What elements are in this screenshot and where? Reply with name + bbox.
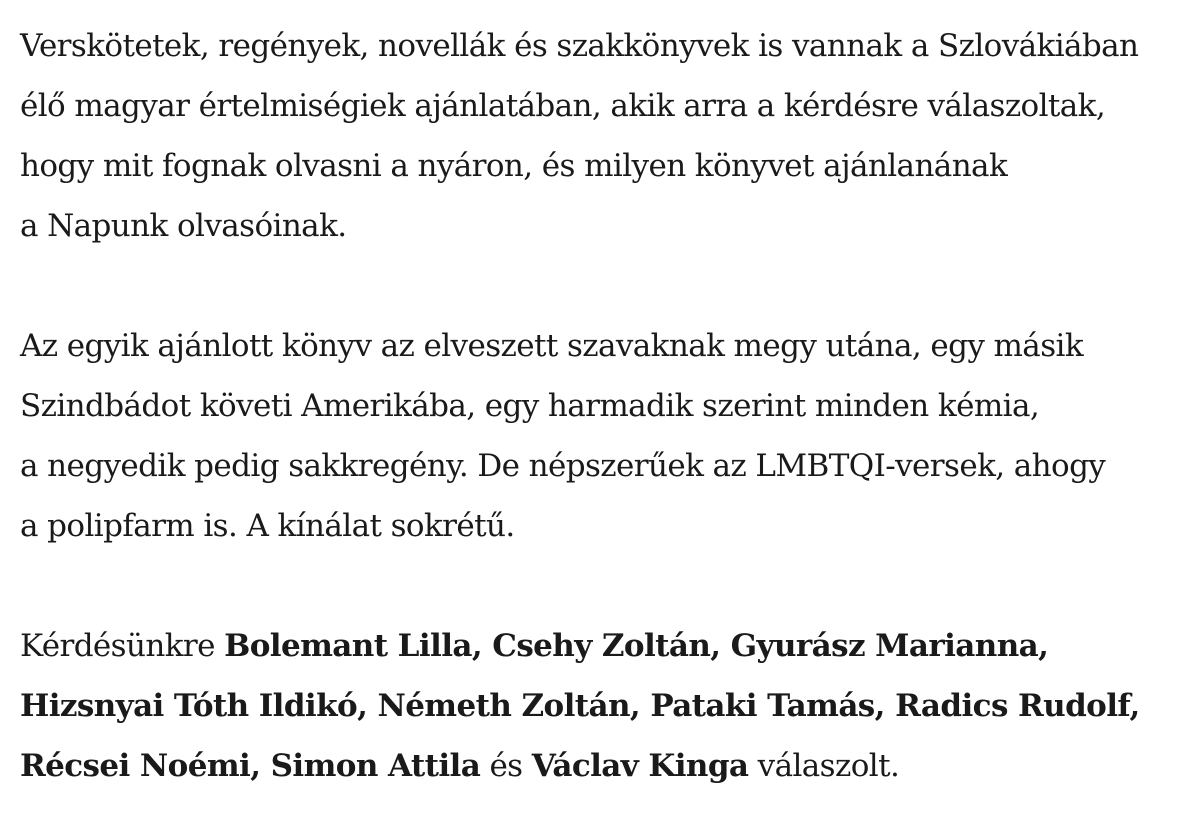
name-separator: ,	[471, 628, 493, 664]
respondent-name: Csehy Zoltán	[492, 628, 711, 664]
respondents-prefix: Kérdésünkre	[20, 628, 225, 664]
respondents-suffix: válaszolt.	[748, 748, 900, 784]
text-line: a negyedik pedig sakkregény. De népszerűek az LMBTQI-versek, ahogy	[20, 448, 1106, 484]
text-line: Verskötetek, regények, novellák és szakkönyvek is vannak a Szlovákiában	[20, 28, 1139, 64]
respondent-name: Récsei Noémi	[20, 748, 251, 784]
name-separator: ,	[629, 688, 651, 724]
respondents-conjunction: és	[480, 748, 532, 784]
name-separator: ,	[357, 688, 378, 724]
text-line: a polipfarm is. A kínálat sokrétű.	[20, 508, 515, 544]
name-separator: ,	[1038, 628, 1049, 664]
article-body	[20, 16, 1170, 796]
name-separator: ,	[1129, 688, 1140, 724]
respondent-name: Radics Rudolf	[895, 688, 1130, 724]
respondents-paragraph	[20, 616, 1170, 796]
name-separator: ,	[250, 748, 271, 784]
respondent-name: Németh Zoltán	[377, 688, 630, 724]
text-line: Az egyik ajánlott könyv az elveszett szavaknak megy utána, egy másik	[20, 328, 1084, 364]
text-line: Szindbádot követi Amerikába, egy harmadik szerint minden kémia,	[20, 388, 1040, 424]
text-line	[20, 736, 1170, 796]
respondent-name: Hizsnyai Tóth Ildikó	[20, 688, 358, 724]
second-paragraph	[20, 316, 1170, 556]
respondent-name: Pataki Tamás	[650, 688, 875, 724]
respondent-name: Simon Attila	[270, 748, 481, 784]
name-separator: ,	[710, 628, 731, 664]
text-line: élő magyar értelmiségiek ajánlatában, akik arra a kérdésre válaszoltak,	[20, 88, 1106, 124]
text-line: a Napunk olvasóinak.	[20, 208, 347, 244]
text-line: hogy mit fognak olvasni a nyáron, és milyen könyvet ajánlanának	[20, 148, 1008, 184]
respondent-name: Václav Kinga	[531, 748, 749, 784]
respondent-name: Gyurász Marianna	[730, 628, 1039, 664]
text-line	[20, 616, 1170, 676]
respondent-name: Bolemant Lilla	[224, 628, 472, 664]
intro-paragraph	[20, 16, 1170, 256]
text-line	[20, 676, 1170, 736]
name-separator: ,	[874, 688, 896, 724]
